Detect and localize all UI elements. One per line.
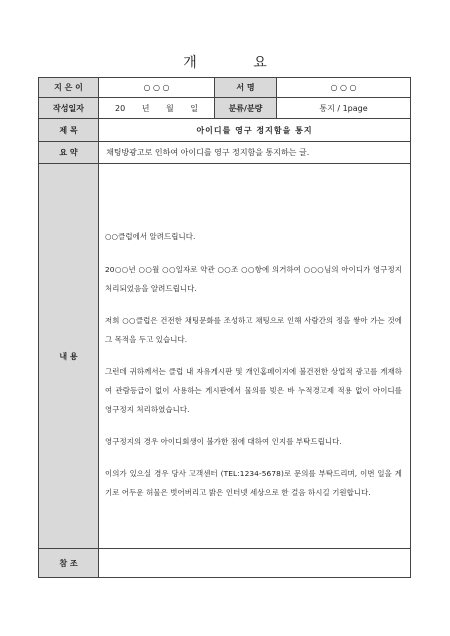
summary-label: 요 약 (39, 142, 99, 164)
date-label: 작성일자 (39, 98, 99, 119)
sender-label: 서 명 (215, 78, 277, 98)
author-value: ○ ○ ○ (99, 78, 215, 98)
content-paragraph: ○○클럽에서 알려드립니다. (105, 232, 196, 241)
reference-label: 참 조 (39, 549, 99, 578)
content-paragraph: 저희 ○○클럽은 건전한 채팅문화를 조성하고 채팅으로 인해 사람간의 정을 쌓아 가는 것에 그 목적을 두고 있습니다. (105, 316, 402, 344)
content-paragraph: 그런데 귀하께서는 클럽 내 자유게시판 및 개인홈페이지에 불건전한 상업적 광고를 게재하여 관람등급이 없이 사용하는 게시판에서 물의를 빚은 바 누적경고제 적용 없이 아이디를 영구정지 처리하였습니다. (105, 367, 402, 414)
date-value: 20 년 월 일 (99, 98, 215, 119)
category-label: 분류/분량 (215, 98, 277, 119)
content-body (99, 164, 411, 549)
content-paragraph: 20○○년 ○○월 ○○일자로 약관 ○○조 ○○항에 의거하여 ○○○님의 아이디가 영구정지 처리되었음을 알려드립니다. (105, 265, 402, 293)
reference-value (99, 549, 411, 578)
overview-form (38, 77, 411, 578)
sender-value: ○ ○ ○ (277, 78, 411, 98)
document-title: 개 요 (183, 55, 293, 71)
content-label: 내 용 (39, 164, 99, 549)
content-paragraph: 이의가 있으실 경우 당사 고객센터 (TEL:1234-5678)로 문의를 부탁드리며, 이번 일을 계기로 어두운 허물은 벗어버리고 밝은 인터넷 세상으로 한 걸음 하시길 기원합니다. (105, 469, 402, 497)
subject-value: 아이디를 영구 정지함을 통지 (99, 119, 411, 142)
category-value: 통지 / 1page (277, 98, 411, 119)
author-label: 지 은 이 (39, 78, 99, 98)
content-paragraph: 영구정지의 경우 아이디회생이 불가한 점에 대하여 인지를 부탁드립니다. (105, 437, 342, 446)
subject-label: 제 목 (39, 119, 99, 142)
summary-value: 채팅방광고로 인하여 아이디를 영구 정지함을 통지하는 글. (99, 142, 411, 164)
